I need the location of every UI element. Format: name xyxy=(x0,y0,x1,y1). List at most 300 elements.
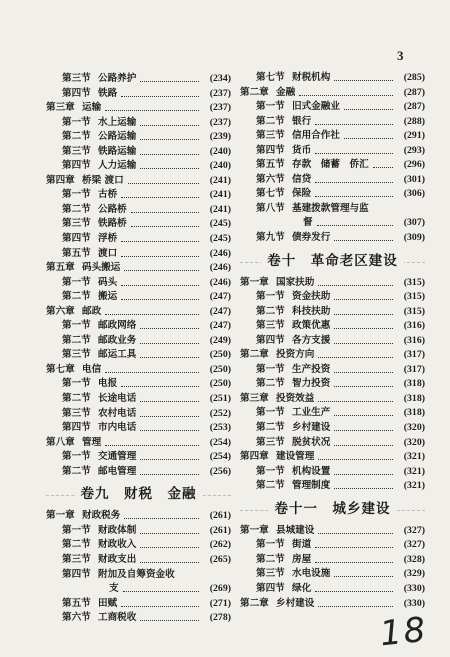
toc-entry-section[interactable] xyxy=(46,421,231,436)
toc-entry-chapter[interactable] xyxy=(46,261,231,276)
leader-dots xyxy=(334,487,393,489)
entry-title: 电信 xyxy=(82,363,102,375)
entry-number: 第一节 xyxy=(62,451,91,463)
entry-title: 各方支援 xyxy=(292,334,331,346)
toc-entry-chapter[interactable] xyxy=(240,524,425,539)
entry-page: (317) xyxy=(403,349,425,361)
leader-dots xyxy=(334,327,393,329)
leader-dots xyxy=(121,605,199,607)
entry-title: 工业生产 xyxy=(292,407,331,419)
toc-entry-section[interactable] xyxy=(46,407,231,422)
entry-title: 公路养护 xyxy=(98,73,137,84)
toc-entry-cont2[interactable] xyxy=(240,216,425,231)
entry-page: (293) xyxy=(403,144,425,156)
toc-left-column xyxy=(46,72,231,626)
toc-entry-chapter[interactable] xyxy=(46,305,231,320)
entry-number: 第三节 xyxy=(256,130,285,142)
entry-number: 第一节 xyxy=(62,116,91,128)
leader-dots xyxy=(121,196,199,198)
entry-number: 第三节 xyxy=(256,436,285,448)
entry-page: (269) xyxy=(209,583,231,595)
entry-page: (261) xyxy=(209,510,231,522)
toc-entry-section[interactable] xyxy=(240,377,425,392)
volume-heading xyxy=(240,246,425,276)
entry-number: 第一节 xyxy=(256,291,285,303)
toc-entry-section[interactable] xyxy=(240,538,425,553)
entry-title: 信用合作社 xyxy=(292,130,340,142)
entry-number: 第二节 xyxy=(256,378,285,390)
entry-page: (256) xyxy=(209,465,231,477)
entry-number: 第五章 xyxy=(46,262,75,274)
entry-title: 保险 xyxy=(292,188,312,200)
toc-entry-section[interactable] xyxy=(240,567,425,582)
leader-dots xyxy=(124,269,199,271)
entry-title: 管理 xyxy=(82,436,102,448)
leader-dots xyxy=(318,458,393,460)
toc-entry-section[interactable] xyxy=(46,319,231,334)
entry-page: (320) xyxy=(403,422,425,434)
toc-entry-section[interactable] xyxy=(46,145,231,160)
entry-number: 第三章 xyxy=(46,102,75,114)
entry-title: 铁路桥 xyxy=(98,218,127,230)
entry-page: (328) xyxy=(403,553,425,565)
entry-number: 第二节 xyxy=(256,305,285,317)
entry-title: 机构设置 xyxy=(292,465,331,477)
entry-number: 第三节 xyxy=(62,553,91,565)
toc-entry-section[interactable] xyxy=(240,202,425,217)
entry-title: 桥梁 渡口 xyxy=(82,174,124,186)
entry-number: 第一节 xyxy=(62,276,91,288)
entry-number: 第一节 xyxy=(256,101,285,113)
entry-title: 人力运输 xyxy=(98,160,137,172)
entry-title: 搬运 xyxy=(98,291,118,303)
entry-page: (262) xyxy=(209,539,231,551)
entry-page: (278) xyxy=(209,612,231,624)
entry-number: 第五节 xyxy=(62,597,91,609)
leader-dots xyxy=(317,224,393,226)
toc-entry-section[interactable] xyxy=(46,348,231,363)
entry-title: 邮政网络 xyxy=(98,320,137,332)
entry-title: 投资方向 xyxy=(276,349,315,361)
entry-title: 公路运输 xyxy=(98,131,137,143)
toc-entry-chapter[interactable] xyxy=(46,363,231,378)
leader-dots xyxy=(344,108,393,110)
entry-title: 市内电话 xyxy=(98,422,137,434)
leader-dots xyxy=(140,138,199,140)
entry-title: 信贷 xyxy=(292,173,312,185)
entry-number: 第四节 xyxy=(256,334,285,346)
entry-page: (250) xyxy=(209,349,231,361)
entry-title: 投资效益 xyxy=(276,392,315,404)
entry-title: 基建拨款管理与监 xyxy=(292,202,369,214)
entry-title: 乡村建设 xyxy=(292,422,331,434)
leader-dots xyxy=(334,385,393,387)
entry-title: 邮政业务 xyxy=(98,334,137,346)
entry-number: 第三节 xyxy=(62,73,91,84)
entry-page: (327) xyxy=(403,524,425,536)
entry-page: (330) xyxy=(403,597,425,609)
entry-title: 财税机构 xyxy=(292,72,331,83)
entry-title: 旧式金融业 xyxy=(292,101,340,113)
volume-title: 卷九 财税 金融 xyxy=(75,486,203,502)
entry-page: (237) xyxy=(209,87,231,99)
entry-page: (301) xyxy=(403,173,425,185)
entry-title: 长途电话 xyxy=(98,393,137,405)
entry-number: 第二节 xyxy=(62,131,91,143)
entry-page: (321) xyxy=(403,451,425,463)
entry-number: 第二节 xyxy=(62,393,91,405)
leader-dots xyxy=(140,473,199,475)
leader-dots xyxy=(105,313,199,315)
entry-number: 第四节 xyxy=(62,568,91,580)
entry-number: 第八节 xyxy=(256,202,285,214)
entry-page: (291) xyxy=(403,130,425,142)
entry-title: 邮电管理 xyxy=(98,465,137,477)
toc-entry-section[interactable] xyxy=(46,538,231,553)
toc-entry-section[interactable] xyxy=(240,187,425,202)
entry-number: 第二节 xyxy=(62,539,91,551)
entry-page: (254) xyxy=(209,436,231,448)
leader-dots xyxy=(105,109,199,111)
leader-dots xyxy=(315,181,393,183)
entry-page: (234) xyxy=(209,73,231,84)
leader-dots xyxy=(140,153,199,155)
leader-dots xyxy=(334,371,393,373)
entry-number: 第八章 xyxy=(46,436,75,448)
entry-page: (288) xyxy=(403,115,425,127)
entry-title: 农村电话 xyxy=(98,407,137,419)
leader-dots xyxy=(334,342,393,344)
toc-entry-section[interactable] xyxy=(240,479,425,494)
entry-page: (247) xyxy=(209,305,231,317)
entry-page: (237) xyxy=(209,116,231,128)
leader-dots xyxy=(315,152,393,154)
entry-page: (327) xyxy=(403,539,425,551)
toc-entry-section[interactable] xyxy=(240,436,425,451)
leader-dots xyxy=(318,356,393,358)
leader-dots xyxy=(334,239,393,241)
entry-page: (246) xyxy=(209,247,231,259)
entry-page: (318) xyxy=(403,378,425,390)
entry-page: (252) xyxy=(209,407,231,419)
toc-entry-section[interactable] xyxy=(240,290,425,305)
entry-number: 第六节 xyxy=(62,612,91,624)
entry-number: 第四章 xyxy=(46,174,75,186)
leader-dots xyxy=(121,385,199,387)
leader-dots xyxy=(128,182,199,184)
toc-entry-section[interactable] xyxy=(240,319,425,334)
toc-entry-section[interactable] xyxy=(240,144,425,159)
entry-page: (241) xyxy=(209,203,231,215)
entry-title: 管理制度 xyxy=(292,480,331,492)
entry-number: 第一节 xyxy=(256,465,285,477)
entry-number: 第一节 xyxy=(62,378,91,390)
entry-title: 码头搬运 xyxy=(82,262,121,274)
entry-number: 第二节 xyxy=(62,465,91,477)
entry-number: 第七节 xyxy=(256,188,285,200)
entry-title: 电报 xyxy=(98,378,118,390)
entry-page: (246) xyxy=(209,276,231,288)
entry-number: 第三章 xyxy=(240,392,269,404)
toc-entry-chapter[interactable] xyxy=(46,101,231,116)
entry-page: (239) xyxy=(209,131,231,143)
entry-number: 第六节 xyxy=(256,173,285,185)
entry-page: (250) xyxy=(209,378,231,390)
entry-page: (247) xyxy=(209,291,231,303)
leader-dots xyxy=(140,327,199,329)
toc-entry-section[interactable] xyxy=(240,305,425,320)
entry-page: (247) xyxy=(209,320,231,332)
toc-entry-section[interactable] xyxy=(240,129,425,144)
leader-dots xyxy=(105,371,199,373)
entry-page: (271) xyxy=(209,597,231,609)
toc-entry-section[interactable] xyxy=(46,290,231,305)
leader-dots xyxy=(140,342,199,344)
entry-number: 第二章 xyxy=(240,597,269,609)
entry-title: 渡口 xyxy=(98,247,118,259)
leader-dots xyxy=(334,575,393,577)
entry-number: 第三节 xyxy=(256,568,285,580)
entry-number: 第一节 xyxy=(256,539,285,551)
toc-entry-section[interactable] xyxy=(46,597,231,612)
entry-number: 第三节 xyxy=(62,145,91,157)
leader-dots xyxy=(334,414,393,416)
entry-number: 第一章 xyxy=(46,510,75,522)
entry-page: (241) xyxy=(209,189,231,201)
leader-dots xyxy=(124,517,199,519)
entry-page: (306) xyxy=(403,188,425,200)
leader-dots xyxy=(334,473,393,475)
toc-entry-chapter[interactable] xyxy=(240,450,425,465)
volume-heading xyxy=(240,494,425,524)
entry-page: (246) xyxy=(209,262,231,274)
entry-number: 第二节 xyxy=(62,203,91,215)
entry-title: 支 xyxy=(109,583,119,595)
entry-title: 债券发行 xyxy=(292,232,331,244)
entry-page: (307) xyxy=(403,217,425,229)
toc-entry-section[interactable] xyxy=(240,406,425,421)
entry-title: 田赋 xyxy=(98,597,118,609)
entry-number: 第三节 xyxy=(62,407,91,419)
leader-dots xyxy=(140,167,199,169)
entry-title: 财政体制 xyxy=(98,524,137,536)
toc-entry-section[interactable] xyxy=(46,553,231,568)
toc-entry-section[interactable] xyxy=(240,465,425,480)
entry-page: (240) xyxy=(209,145,231,157)
entry-page: (245) xyxy=(209,218,231,230)
leader-dots xyxy=(373,166,393,168)
toc-entry-section[interactable] xyxy=(240,421,425,436)
entry-title: 铁路运输 xyxy=(98,145,137,157)
entry-number: 第三节 xyxy=(62,218,91,230)
entry-page: (309) xyxy=(403,232,425,244)
entry-page: (287) xyxy=(403,101,425,113)
leader-dots xyxy=(334,444,393,446)
toc-entry-chapter[interactable] xyxy=(240,276,425,291)
leader-dots xyxy=(121,255,199,257)
toc-entry-section[interactable] xyxy=(46,276,231,291)
entry-page: (315) xyxy=(403,291,425,303)
entry-number: 第七节 xyxy=(256,72,285,83)
leader-dots xyxy=(121,240,199,242)
entry-page: (316) xyxy=(403,320,425,332)
toc-entry-chapter[interactable] xyxy=(46,509,231,524)
leader-dots xyxy=(140,400,199,402)
entry-number: 第二节 xyxy=(256,422,285,434)
toc-entry-section[interactable] xyxy=(46,116,231,131)
toc-entry-section[interactable] xyxy=(240,363,425,378)
entry-page: (317) xyxy=(403,363,425,375)
entry-page: (241) xyxy=(209,174,231,186)
toc-entry-section[interactable] xyxy=(46,611,231,626)
toc-entry-section[interactable] xyxy=(240,71,425,86)
entry-title: 绿化 xyxy=(292,582,312,594)
entry-number: 第一节 xyxy=(256,363,285,375)
toc-entry-section[interactable] xyxy=(46,392,231,407)
toc-entry-section[interactable] xyxy=(240,115,425,130)
toc-entry-chapter[interactable] xyxy=(240,86,425,101)
entry-page: (253) xyxy=(209,422,231,434)
leader-dots xyxy=(121,284,199,286)
toc-entry-section[interactable] xyxy=(46,450,231,465)
leader-dots xyxy=(140,415,199,417)
toc-entry-section[interactable] xyxy=(46,232,231,247)
entry-page: (316) xyxy=(403,334,425,346)
toc-entry-section[interactable] xyxy=(240,334,425,349)
toc-entry-section[interactable] xyxy=(46,130,231,145)
entry-title: 脱贫状况 xyxy=(292,436,331,448)
entry-title: 生产投资 xyxy=(292,363,331,375)
entry-number: 第五节 xyxy=(256,159,285,171)
leader-dots xyxy=(123,590,199,592)
toc-entry-chapter[interactable] xyxy=(240,597,425,612)
leader-dots xyxy=(121,298,199,300)
entry-title: 水上运输 xyxy=(98,116,137,128)
entry-title: 附加及自筹资金收 xyxy=(98,568,175,580)
toc-entry-section[interactable] xyxy=(240,231,425,246)
toc-entry-section[interactable] xyxy=(46,377,231,392)
entry-title: 银行 xyxy=(292,115,312,127)
entry-title: 码头 xyxy=(98,276,118,288)
entry-page: (315) xyxy=(403,305,425,317)
entry-number: 第一节 xyxy=(256,407,285,419)
toc-entry-section[interactable] xyxy=(46,465,231,480)
entry-title: 街道 xyxy=(292,539,312,551)
leader-dots xyxy=(140,619,199,621)
toc-entry-section[interactable] xyxy=(46,87,231,102)
leader-dots xyxy=(140,546,199,548)
toc-entry-section[interactable] xyxy=(240,100,425,115)
entry-number: 第二节 xyxy=(256,115,285,127)
entry-title: 邮运工具 xyxy=(98,349,137,361)
entry-title: 督 xyxy=(303,217,313,229)
leader-dots xyxy=(105,444,199,446)
leader-dots xyxy=(140,458,199,460)
toc-entry-section[interactable] xyxy=(46,217,231,232)
toc-entry-section[interactable] xyxy=(240,553,425,568)
entry-title: 工商税收 xyxy=(98,612,137,624)
entry-number: 第一节 xyxy=(62,189,91,201)
entry-number: 第四节 xyxy=(256,582,285,594)
page-number: 3 xyxy=(397,48,404,63)
toc-entry-cont[interactable] xyxy=(46,582,231,597)
toc-entry-chapter[interactable] xyxy=(240,348,425,363)
entry-title: 房屋 xyxy=(292,553,312,565)
entry-title: 国家扶助 xyxy=(276,276,315,288)
entry-title: 金融 xyxy=(276,86,296,98)
entry-page: (329) xyxy=(403,568,425,580)
toc-entry-section[interactable] xyxy=(46,334,231,349)
leader-dots xyxy=(318,400,393,402)
entry-page: (254) xyxy=(209,451,231,463)
entry-title: 公路桥 xyxy=(98,203,127,215)
toc-entry-section[interactable] xyxy=(46,524,231,539)
entry-number: 第四节 xyxy=(62,87,91,99)
entry-title: 古桥 xyxy=(98,189,118,201)
entry-page: (240) xyxy=(209,160,231,172)
leader-dots xyxy=(334,298,393,300)
toc-entry-section[interactable] xyxy=(240,582,425,597)
toc-entry-section[interactable] xyxy=(46,188,231,203)
leader-dots xyxy=(140,124,199,126)
leader-dots xyxy=(140,80,199,82)
toc-entry-section[interactable] xyxy=(46,568,231,583)
toc-entry-section[interactable] xyxy=(46,159,231,174)
volume-title: 卷十一 城乡建设 xyxy=(269,501,397,517)
entry-title: 财政收入 xyxy=(98,539,137,551)
entry-page: (320) xyxy=(403,436,425,448)
entry-page: (318) xyxy=(403,392,425,404)
entry-title: 乡村建设 xyxy=(276,597,315,609)
leader-dots xyxy=(315,590,393,592)
entry-title: 铁路 xyxy=(98,87,118,99)
leader-dots xyxy=(315,546,393,548)
toc-entry-chapter[interactable] xyxy=(240,392,425,407)
leader-dots xyxy=(140,356,199,358)
entry-title: 存款 储蓄 侨汇 xyxy=(292,159,369,171)
entry-page: (249) xyxy=(209,334,231,346)
leader-dots xyxy=(140,532,199,534)
toc-entry-chapter[interactable] xyxy=(46,174,231,189)
entry-number: 第四节 xyxy=(62,233,91,245)
entry-page: (250) xyxy=(209,363,231,375)
volume-heading xyxy=(46,479,231,509)
entry-title: 智力投资 xyxy=(292,378,331,390)
entry-title: 资金扶助 xyxy=(292,291,331,303)
leader-dots xyxy=(299,94,393,96)
entry-page: (265) xyxy=(209,553,231,565)
toc-entry-section[interactable] xyxy=(46,72,231,87)
entry-number: 第九节 xyxy=(256,232,285,244)
entry-title: 财政支出 xyxy=(98,553,137,565)
entry-number: 第三节 xyxy=(256,320,285,332)
toc-entry-section[interactable] xyxy=(46,247,231,262)
toc-entry-section[interactable] xyxy=(240,158,425,173)
leader-dots xyxy=(140,429,199,431)
entry-title: 运输 xyxy=(82,102,102,114)
entry-number: 第四节 xyxy=(62,422,91,434)
entry-number: 第一节 xyxy=(62,524,91,536)
entry-number: 第一章 xyxy=(240,524,269,536)
toc-entry-section[interactable] xyxy=(240,173,425,188)
entry-page: (287) xyxy=(403,86,425,98)
toc-entry-chapter[interactable] xyxy=(46,436,231,451)
leader-dots xyxy=(318,532,393,534)
entry-page: (315) xyxy=(403,276,425,288)
entry-title: 浮桥 xyxy=(98,233,118,245)
entry-number: 第二章 xyxy=(240,349,269,361)
toc-entry-section[interactable] xyxy=(46,203,231,218)
